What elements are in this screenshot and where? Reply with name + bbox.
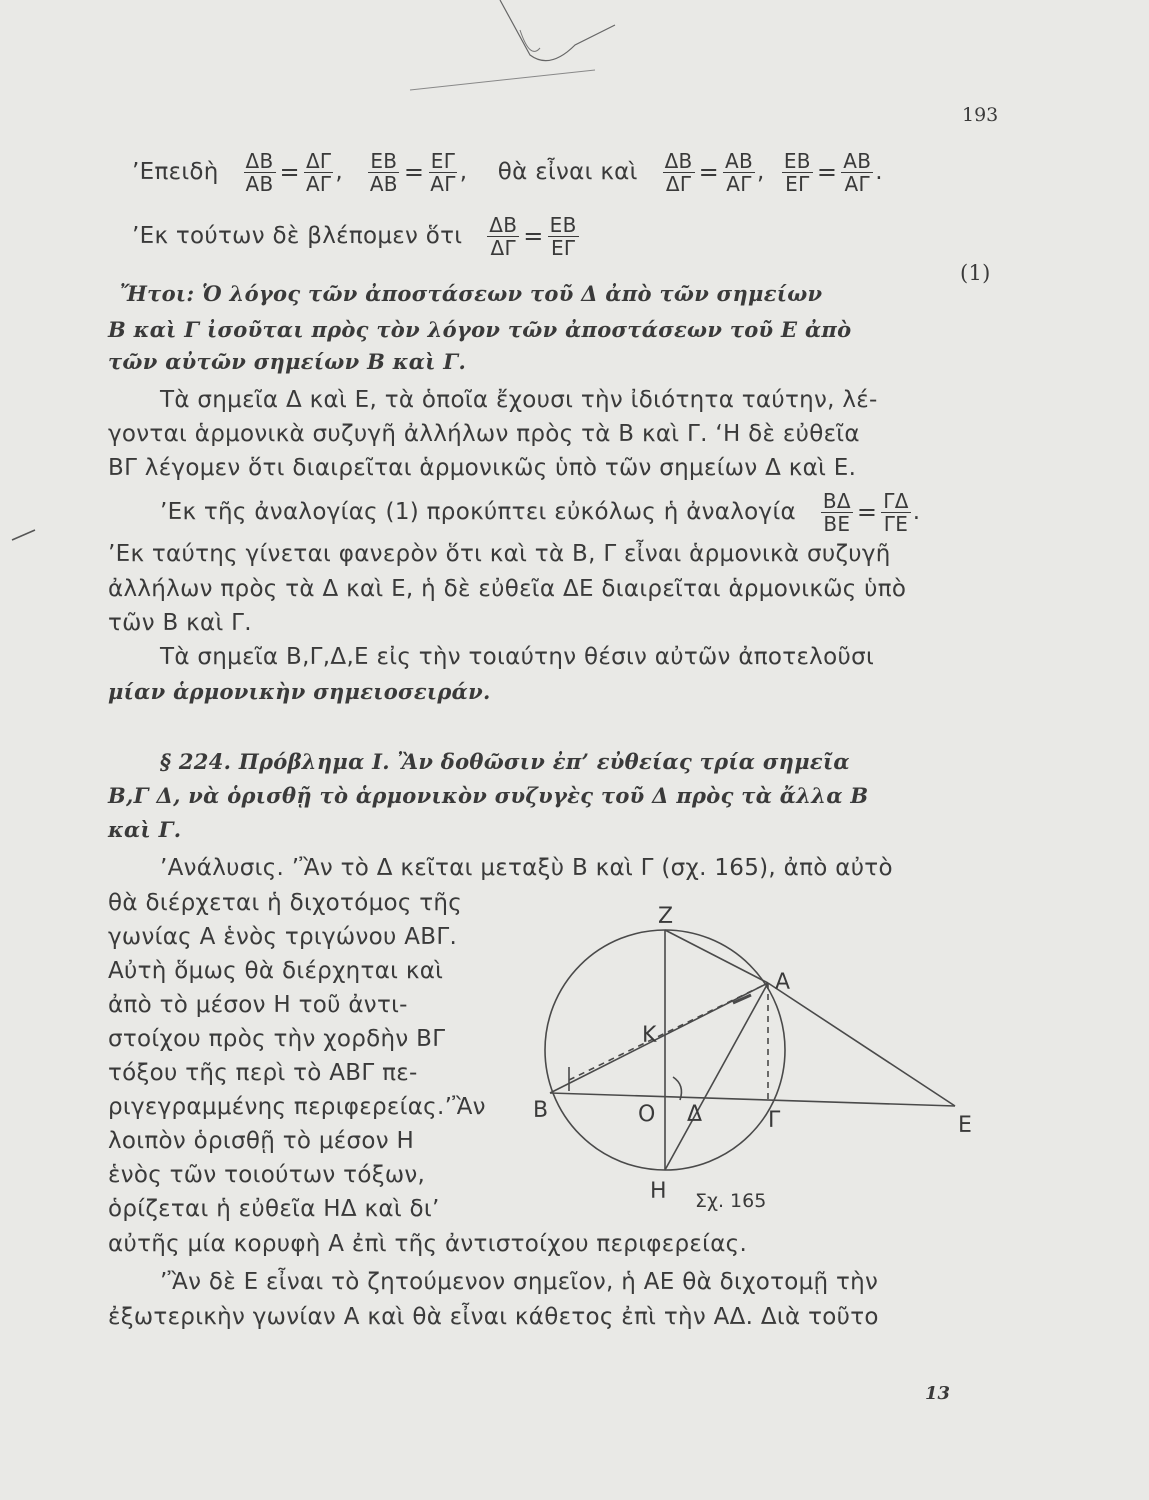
side-AB [550, 983, 768, 1093]
label-D: Δ [687, 1102, 703, 1127]
analysis-line: θὰ διέρχεται ἡ διχοτόμος τῆς [108, 890, 463, 916]
equation-line-2: ’Εκ τούτων δὲ βλέπομεν ὅτι $\frac{\Delta B}{\Delta\Gamma}$ = $\frac{EB}{E\Gamma}$ [132, 213, 577, 260]
eq1-lead: ’Επειδὴ [132, 159, 219, 185]
section-heading: Β,Γ Δ, νὰ ὁρισθῇ τὸ ἁρμονικὸν συζυγὲς τοῦ Δ πρὸς τὰ ἄλλα Β [108, 783, 869, 808]
paragraph-line: τῶν Β καὶ Γ. [108, 610, 252, 636]
fraction: $\frac{\Gamma\Delta}{\Gamma E}$ [883, 489, 909, 536]
paragraph-line: μίαν ἁρμονικὴν σημειοσειράν. [108, 679, 491, 704]
analysis-line: ἑνὸς τῶν τοιούτων τόξων, [108, 1162, 426, 1188]
dashed-line-A [569, 983, 768, 1080]
section-heading: § 224. Πρόβλημα Ι. Ἂν δοθῶσιν ἐπ’ εὐθείας τρία σημεῖα [160, 749, 850, 774]
fraction: $\frac{AB}{A\Gamma}$ [725, 149, 754, 196]
paragraph-line: γονται ἁρμονικὰ συζυγῆ ἀλλήλων πρὸς τὰ Β καὶ Γ. ‘Η δὲ εὐθεῖα [108, 421, 860, 447]
analysis-line: γωνίας Α ἑνὸς τριγώνου ΑΒΓ. [108, 924, 458, 950]
fraction: $\frac{EB}{AB}$ [369, 149, 398, 196]
paragraph-line: ἀλλήλων πρὸς τὰ Δ καὶ Ε, ἡ δὲ εὐθεῖα ΔΕ διαιρεῖται ἁρμονικῶς ὑπὸ [108, 576, 907, 602]
footer-number: 13 [925, 1383, 951, 1404]
fraction: $\frac{E\Gamma}{A\Gamma}$ [430, 149, 456, 196]
equation-line-3: ’Εκ τῆς ἀναλογίας (1) προκύπτει εὐκόλως ἡ ἀναλογία $\frac{B\Delta}{BE}$ = $\frac{\Gamma\Delta}{\Gamma E}$ . [160, 489, 921, 536]
fraction: $\frac{EB}{E\Gamma}$ [549, 213, 577, 260]
eq3-lead: ’Εκ τῆς ἀναλογίας (1) προκύπτει εὐκόλως ἡ ἀναλογία [160, 499, 796, 525]
definition-line: Β καὶ Γ ἰσοῦται πρὸς τὸν λόγον τῶν ἀποστάσεων τοῦ Ε ἀπὸ [108, 317, 852, 342]
figure-caption: Σχ. 165 [695, 1190, 767, 1212]
analysis-line: ριγεγραμμένης περιφερείας.’Ἂν [108, 1094, 486, 1120]
analysis-line: λοιπὸν ὁρισθῇ τὸ μέσον Η [108, 1128, 415, 1154]
label-Z: Ζ [658, 904, 674, 929]
fraction: $\frac{\Delta\Gamma}{A\Gamma}$ [305, 149, 332, 196]
analysis-line: στοίχου πρὸς τὴν χορδὴν ΒΓ [108, 1026, 446, 1052]
line-HA [665, 983, 768, 1170]
equation-line-1: ’Επειδὴ $\frac{\Delta B}{AB}$ = $\frac{\Delta\Gamma}{A\Gamma}$ , $\frac{EB}{AB}$ = $\frac{E\Gamma}{A\Gamma}$ , θὰ εἶναι καὶ $\frac{\Delta B}{\Delta\Gamma}$ = $\frac{AB}{A\Gamma}$ , $\frac{EB}{E\Gamma}$ = $\frac{AB}{A\Gamma}$ . [132, 149, 883, 196]
paragraph-line: ’Ἂν δὲ Ε εἶναι τὸ ζητούμενον σημεῖον, ἡ ΑΕ θὰ διχοτομῇ τὴν [160, 1269, 879, 1295]
analysis-line: ’Ανάλυσις. ’Ἂν τὸ Δ κεῖται μεταξὺ Β καὶ Γ (σχ. 165), ἀπὸ αὐτὸ [160, 855, 893, 881]
line-AE [768, 983, 955, 1106]
definition-line: Ἤτοι: Ὁ λόγος τῶν ἀποστάσεων τοῦ Δ ἀπὸ τῶν σημείων [120, 281, 823, 306]
fraction: $\frac{EB}{E\Gamma}$ [783, 149, 811, 196]
label-G: Γ [768, 1108, 781, 1133]
analysis-line: Αὐτὴ ὅμως θὰ διέρχηται καὶ [108, 958, 444, 984]
equation-label: (1) [960, 261, 991, 285]
fraction: $\frac{AB}{A\Gamma}$ [843, 149, 872, 196]
label-A: Α [775, 970, 791, 995]
margin-mark [10, 525, 40, 545]
section-heading: καὶ Γ. [108, 817, 182, 842]
pen-scribble [380, 0, 640, 100]
definition-line: τῶν αὐτῶν σημείων Β καὶ Γ. [108, 349, 467, 374]
line-BE [550, 1093, 955, 1106]
paragraph-line: Τὰ σημεῖα Δ καὶ Ε, τὰ ὁποῖα ἔχουσι τὴν ἰδιότητα ταύτην, λέ- [160, 387, 878, 413]
page-number: 193 [962, 104, 999, 126]
figure-165 [525, 895, 995, 1225]
eq1-mid: θὰ εἶναι καὶ [497, 159, 638, 185]
analysis-line: τόξου τῆς περὶ τὸ ΑΒΓ πε- [108, 1060, 418, 1086]
analysis-line: αὐτῆς μία κορυφὴ Α ἐπὶ τῆς ἀντιστοίχου περιφερείας. [108, 1231, 748, 1257]
fraction: $\frac{B\Delta}{BE}$ [822, 489, 851, 536]
label-B: Β [533, 1098, 549, 1123]
paragraph-line: ΒΓ λέγομεν ὅτι διαιρεῖται ἁρμονικῶς ὑπὸ τῶν σημείων Δ καὶ Ε. [108, 455, 857, 481]
paragraph-line: ’Εκ ταύτης γίνεται φανερὸν ὅτι καὶ τὰ Β, Γ εἶναι ἁρμονικὰ συζυγῆ [108, 541, 891, 567]
eq2-lead: ’Εκ τούτων δὲ βλέπομεν ὅτι [132, 223, 463, 249]
paragraph-line: Τὰ σημεῖα Β,Γ,Δ,Ε εἰς τὴν τοιαύτην θέσιν αὐτῶν ἀποτελοῦσι [160, 644, 875, 670]
label-K: Κ [642, 1023, 657, 1048]
analysis-line: ἀπὸ τὸ μέσον Η τοῦ ἀντι- [108, 992, 408, 1018]
line-ZA [665, 930, 768, 983]
label-E: Ε [958, 1113, 972, 1138]
label-O: Ο [638, 1102, 656, 1127]
label-H: Η [650, 1179, 667, 1204]
fraction: $\frac{\Delta B}{AB}$ [245, 149, 274, 196]
analysis-line: ὁρίζεται ἡ εὐθεῖα ΗΔ καὶ δι’ [108, 1196, 440, 1222]
fraction: $\frac{\Delta B}{\Delta\Gamma}$ [489, 213, 518, 260]
fraction: $\frac{\Delta B}{\Delta\Gamma}$ [664, 149, 693, 196]
paragraph-line: ἐξωτερικὴν γωνίαν Α καὶ θὰ εἶναι κάθετος ἐπὶ τὴν ΑΔ. Διὰ τοῦτο [108, 1304, 879, 1330]
